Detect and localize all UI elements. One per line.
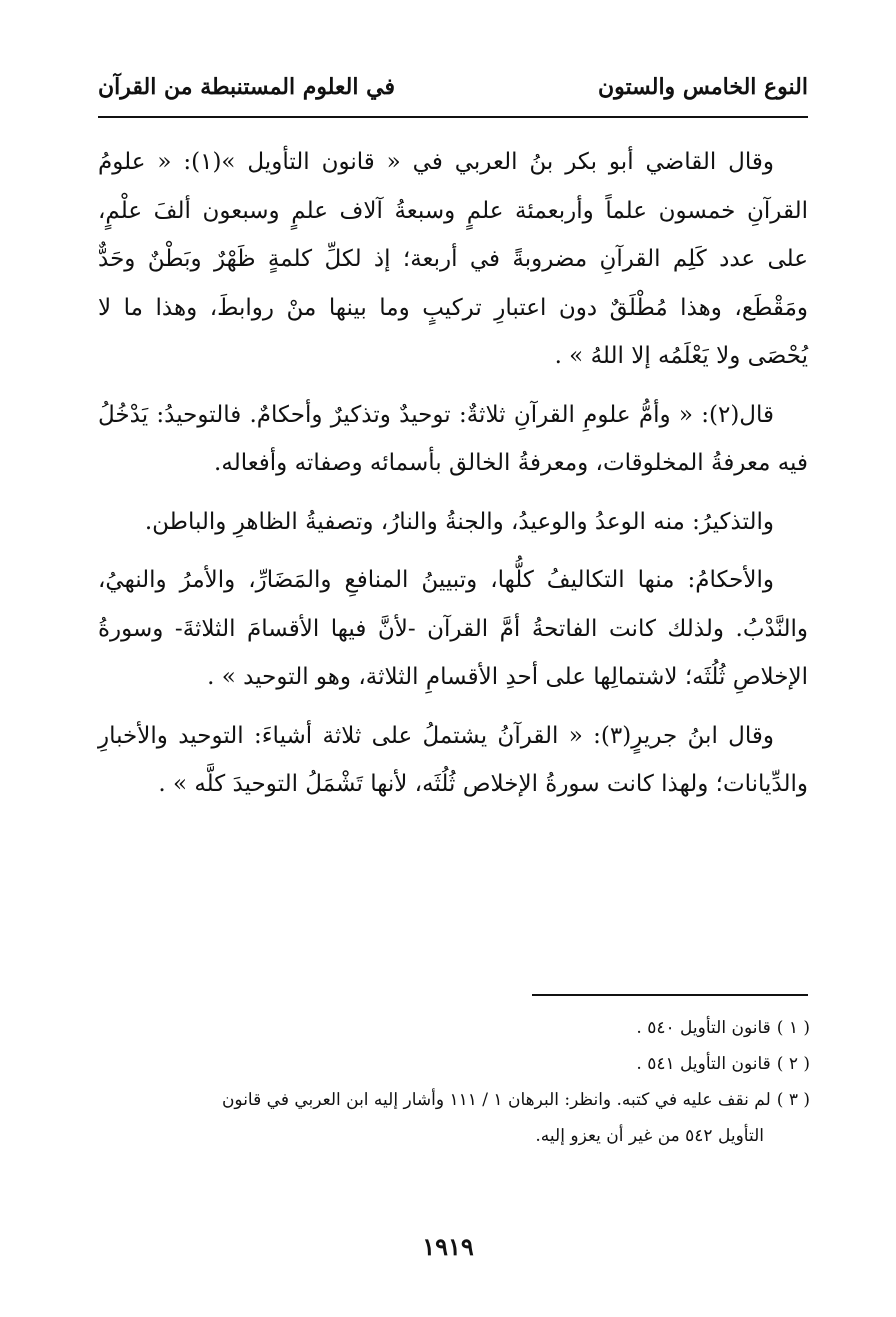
footnote (98, 1082, 810, 1118)
book-section-title: في العلوم المستنبطة من القرآن (98, 74, 395, 100)
footnote-number: ( ٣ ) (776, 1090, 810, 1110)
footnotes (98, 1010, 810, 1154)
footnote (98, 1010, 810, 1046)
paragraph: وقال القاضي أبو بكر بنُ العربي في « قانون التأويل »(١): « علومُ القرآنِ خمسون علماً وأربعمئة علمٍ وسبعةُ آلاف علمٍ وسبعون ألفَ علْمٍ، على عدد كَلِم القرآنِ مضروبةً في أربعة؛ إذ لكلِّ كلمةٍ ظَهْرٌ وبَطْنٌ وحَدٌّ ومَقْطَع، وهذا مُطْلَقٌ دون اعتبارِ تركيبٍ وما بينها منْ روابطَ، وهذا ما لا يُحْصَى ولا يَعْلَمُه إلا اللهُ » . (98, 149, 808, 369)
footnote-text: لم نقف عليه في كتبه. وانظر: البرهان ١ / ١١١ وأشار إليه ابن العربي في قانون (221, 1090, 771, 1110)
footnote-text: قانون التأويل ٥٤٠ . (636, 1018, 771, 1038)
main-text (98, 138, 808, 809)
footnote (98, 1046, 810, 1082)
footnote-continuation: التأويل ٥٤٢ من غير أن يعزو إليه. (535, 1126, 764, 1146)
paragraph: والتذكيرُ: منه الوعدُ والوعيدُ، والجنةُ والنارُ، وتصفيةُ الظاهرِ والباطن. (144, 508, 774, 535)
paragraph: قال(٢): « وأمُّ علومِ القرآنِ ثلاثةٌ: توحيدٌ وتذكيرٌ وأحكامٌ. فالتوحيدُ: يَدْخُلُ فيه معرفةُ المخلوقات، ومعرفةُ الخالق بأسمائه وصفاته وأفعاله. (98, 401, 808, 476)
paragraph: وقال ابنُ جريرٍ(٣): « القرآنُ يشتملُ على ثلاثة أشياءَ: التوحيد والأخبارِ والدِّيانات؛ ولهذا كانت سورةُ الإخلاص ثُلُثَه، لأنها تَشْمَلُ التوحيدَ كلَّه » . (98, 722, 808, 797)
chapter-title: النوع الخامس والستون (597, 74, 808, 100)
running-header (98, 70, 808, 118)
footnote-number: ( ٢ ) (776, 1054, 810, 1074)
page-number: ١٩١٩ (422, 1232, 474, 1261)
paragraph: والأحكامُ: منها التكاليفُ كلُّها، وتبيينُ المنافعِ والمَضَارِّ، والأمرُ والنهيُ، والنَّدْبُ. ولذلك كانت الفاتحةُ أمَّ القرآن -لأنَّ فيها الأقسامَ الثلاثةَ- وسورةُ الإخلاصِ ثُلُثَه؛ لاشتمالِها على أحدِ الأقسامِ الثلاثة، وهو التوحيد » . (98, 567, 808, 690)
footnote-separator (532, 994, 808, 996)
footnote-number: ( ١ ) (776, 1018, 810, 1038)
footnote-text: قانون التأويل ٥٤١ . (636, 1054, 771, 1074)
